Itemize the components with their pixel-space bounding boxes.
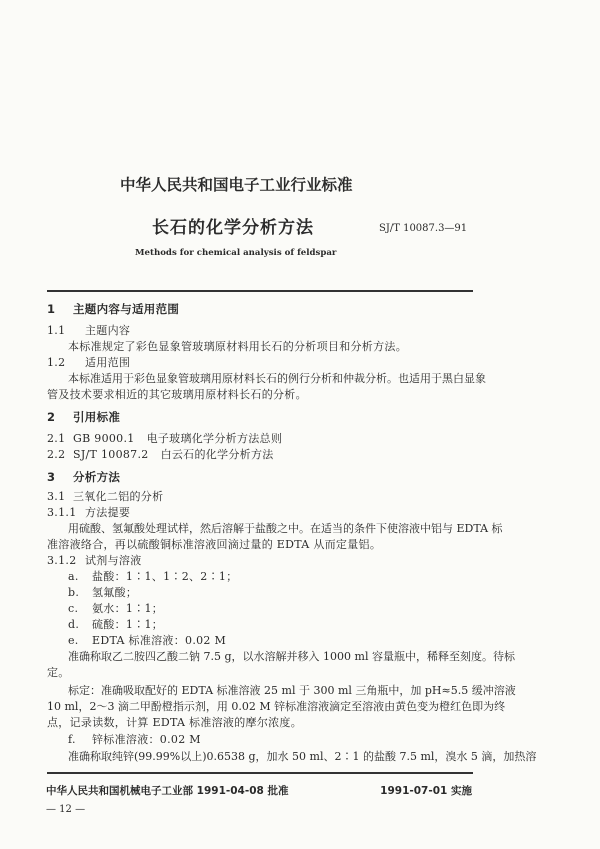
section-title: 主题内容 bbox=[85, 324, 131, 337]
subsection-heading bbox=[47, 490, 163, 504]
section-number: 1.1 bbox=[47, 324, 66, 337]
subsection-heading bbox=[47, 506, 130, 520]
section-title: 分析方法 bbox=[73, 470, 121, 484]
item-mark: a. bbox=[68, 570, 79, 583]
list-item bbox=[68, 733, 201, 747]
section-number: 1 bbox=[47, 302, 56, 316]
item-text: 氢氟酸； bbox=[92, 586, 138, 599]
paragraph: 准确称取纯锌(99.99%以上)0.6538 g，加水 50 ml、2∶1 的盐酸 7.5 ml，溴水 5 滴，加热溶 bbox=[68, 750, 537, 763]
item-text: 硫酸：1∶1； bbox=[92, 618, 164, 631]
subsection-heading bbox=[47, 356, 130, 370]
standard-code: SJ/T 10087.3—91 bbox=[379, 223, 468, 234]
item-text: 盐酸：1∶1、1∶2、2∶1； bbox=[92, 570, 238, 583]
approval-line: 中华人民共和国机械电子工业部 1991-04-08 批准 bbox=[46, 785, 289, 797]
reference-title: 电子玻璃化学分析方法总则 bbox=[146, 432, 283, 445]
paragraph: 本标准规定了彩色显象管玻璃原材料用长石的分析项目和分析方法。 bbox=[68, 340, 407, 353]
section-number: 2.1 bbox=[47, 432, 66, 445]
section-number: 2.2 bbox=[47, 448, 66, 461]
reference-item bbox=[47, 432, 282, 446]
issuer-title: 中华人民共和国电子工业行业标准 bbox=[120, 176, 353, 194]
item-mark: f. bbox=[68, 733, 76, 746]
list-item bbox=[68, 618, 163, 632]
page-number: — 12 — bbox=[46, 804, 86, 815]
item-text: 氨水：1∶1； bbox=[92, 602, 164, 615]
paragraph: 标定：准确吸取配好的 EDTA 标准溶液 25 ml 于 300 ml 三角瓶中，加 pH≈5.5 缓冲溶液 bbox=[68, 684, 516, 697]
section-title: 试剂与溶液 bbox=[85, 554, 142, 567]
item-mark: c. bbox=[68, 602, 79, 615]
section-title: 适用范围 bbox=[85, 356, 131, 369]
reference-item bbox=[47, 448, 274, 462]
section-title: 三氧化二铝的分析 bbox=[73, 490, 164, 503]
paragraph: 用硫酸、氢氟酸处理试样，然后溶解于盐酸之中。在适当的条件下使溶液中铝与 EDTA 标 bbox=[68, 522, 503, 535]
paragraph: 准确称取乙二胺四乙酸二钠 7.5 g，以水溶解并移入 1000 ml 容量瓶中，稀释至刻度。待标 bbox=[68, 650, 515, 663]
reference-title: 白云石的化学分析方法 bbox=[160, 448, 274, 461]
paragraph: 本标准适用于彩色显象管玻璃用原材料长石的例行分析和仲裁分析。也适用于黑白显象 bbox=[68, 372, 486, 385]
section-title: 方法提要 bbox=[85, 506, 131, 519]
reference-code: GB 9000.1 bbox=[73, 432, 135, 445]
list-item bbox=[68, 634, 226, 648]
section-number: 2 bbox=[47, 410, 56, 424]
section-title: 引用标准 bbox=[73, 410, 121, 424]
item-text: EDTA 标准溶液：0.02 M bbox=[92, 634, 227, 647]
list-item bbox=[68, 570, 238, 584]
paragraph: 定。 bbox=[47, 666, 70, 679]
header-divider bbox=[47, 290, 473, 292]
section-number: 3 bbox=[47, 470, 56, 484]
document-title: 长石的化学分析方法 bbox=[152, 218, 314, 238]
footer-divider bbox=[47, 772, 473, 774]
item-text: 锌标准溶液：0.02 M bbox=[92, 733, 201, 746]
section-title: 主题内容与适用范围 bbox=[73, 302, 180, 316]
section-heading bbox=[47, 410, 120, 424]
subsection-heading bbox=[47, 324, 130, 338]
paragraph: 管及技术要求相近的其它玻璃用原材料长石的分析。 bbox=[47, 388, 307, 401]
section-number: 3.1.2 bbox=[47, 554, 77, 567]
list-item bbox=[68, 602, 163, 616]
reference-code: SJ/T 10087.2 bbox=[73, 448, 149, 461]
section-number: 3.1 bbox=[47, 490, 66, 503]
paragraph: 准溶液络合，再以硫酸铜标准溶液回滴过量的 EDTA 从而定量铝。 bbox=[47, 538, 382, 551]
section-number: 3.1.1 bbox=[47, 506, 77, 519]
effective-date: 1991-07-01 实施 bbox=[380, 785, 472, 797]
english-title: Methods for chemical analysis of feldspar bbox=[135, 248, 337, 258]
item-mark: e. bbox=[68, 634, 79, 647]
paragraph: 点，记录读数，计算 EDTA 标准溶液的摩尔浓度。 bbox=[47, 716, 303, 729]
paragraph: 10 ml，2～3 滴二甲酚橙指示剂，用 0.02 M 锌标准溶液滴定至溶液由黄色变为橙红色即为终 bbox=[47, 700, 506, 713]
subsection-heading bbox=[47, 554, 142, 568]
list-item bbox=[68, 586, 137, 600]
section-heading bbox=[47, 470, 120, 484]
item-mark: b. bbox=[68, 586, 80, 599]
section-heading bbox=[47, 302, 179, 316]
section-number: 1.2 bbox=[47, 356, 66, 369]
item-mark: d. bbox=[68, 618, 80, 631]
